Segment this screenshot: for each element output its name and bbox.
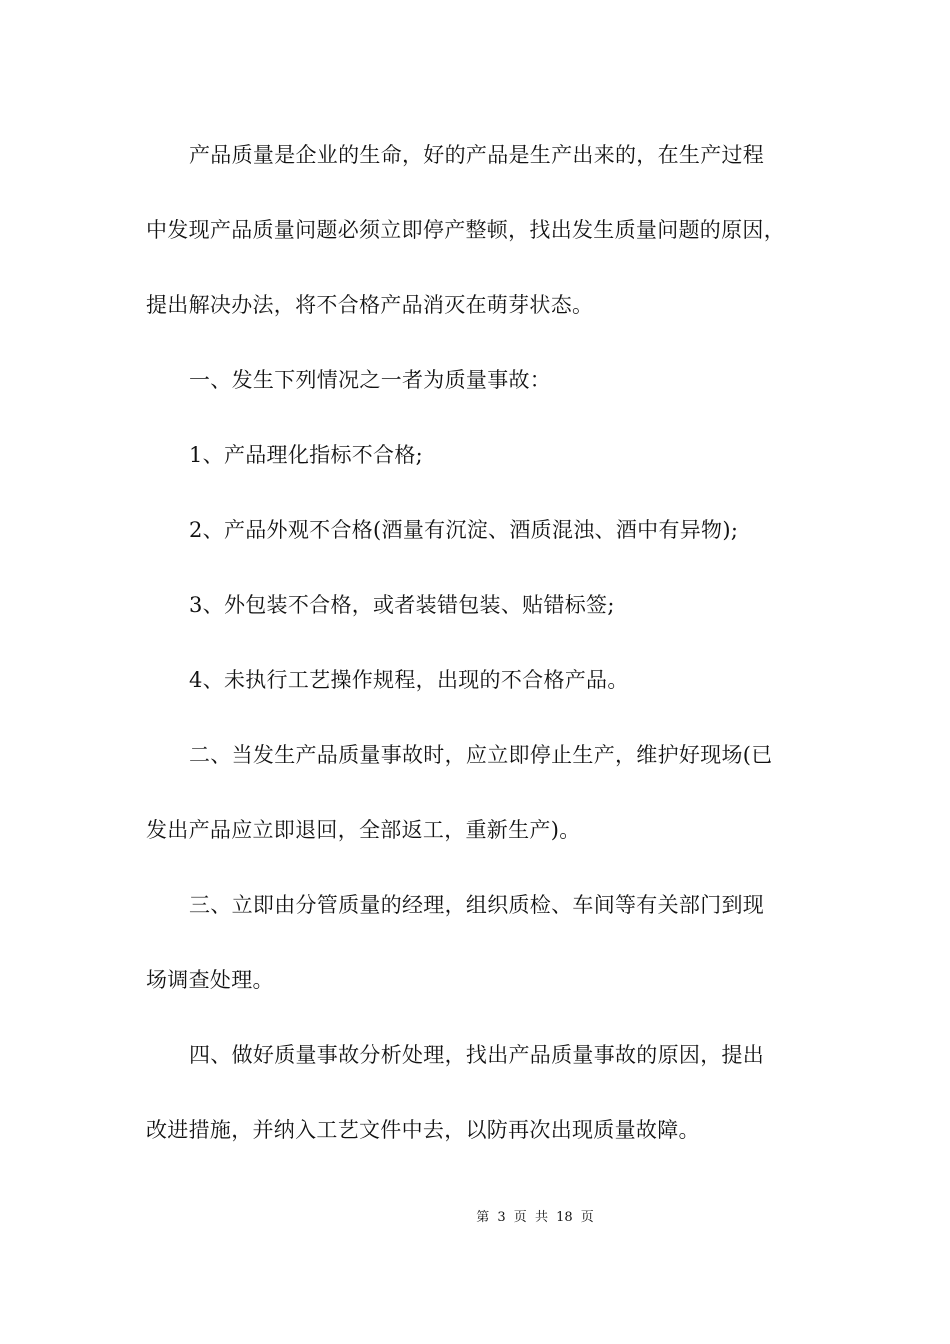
paragraph-intro-line-1: 产品质量是企业的生命，好的产品是生产出来的，在生产过程 — [189, 143, 765, 167]
section-two-line-2: 发出产品应立即退回，全部返工，重新生产)。 — [146, 818, 581, 842]
paragraph-intro-line-2: 中发现产品质量问题必须立即停产整顿，找出发生质量问题的原因， — [146, 218, 785, 242]
section-three-line-2: 场调查处理。 — [146, 968, 274, 992]
paragraph-intro-line-3: 提出解决办法，将不合格产品消灭在萌芽状态。 — [146, 293, 594, 317]
footer-label-unit-end: 页 — [580, 1210, 594, 1225]
page-footer — [0, 1209, 950, 1227]
section-four-line-2: 改进措施，并纳入工艺文件中去，以防再次出现质量故障。 — [146, 1118, 700, 1142]
list-item-2: 2、产品外观不合格(酒量有沉淀、酒质混浊、酒中有异物); — [189, 518, 739, 542]
section-two-line-1: 二、当发生产品质量事故时，应立即停止生产，维护好现场(已 — [189, 743, 773, 767]
section-one-heading: 一、发生下列情况之一者为质量事故： — [189, 368, 552, 392]
footer-label-page: 第 — [476, 1210, 490, 1225]
list-item-3: 3、外包装不合格，或者装错包装、贴错标签; — [189, 593, 615, 617]
footer-total-pages: 18 — [556, 1210, 573, 1225]
section-three-line-1: 三、立即由分管质量的经理，组织质检、车间等有关部门到现 — [189, 893, 765, 917]
footer-label-total: 共 — [534, 1210, 548, 1225]
footer-label-unit: 页 — [513, 1210, 527, 1225]
section-four-line-1: 四、做好质量事故分析处理，找出产品质量事故的原因，提出 — [189, 1043, 765, 1067]
list-item-4: 4、未执行工艺操作规程，出现的不合格产品。 — [189, 668, 629, 692]
list-item-1: 1、产品理化指标不合格; — [189, 443, 424, 467]
footer-current-page: 3 — [497, 1210, 506, 1225]
